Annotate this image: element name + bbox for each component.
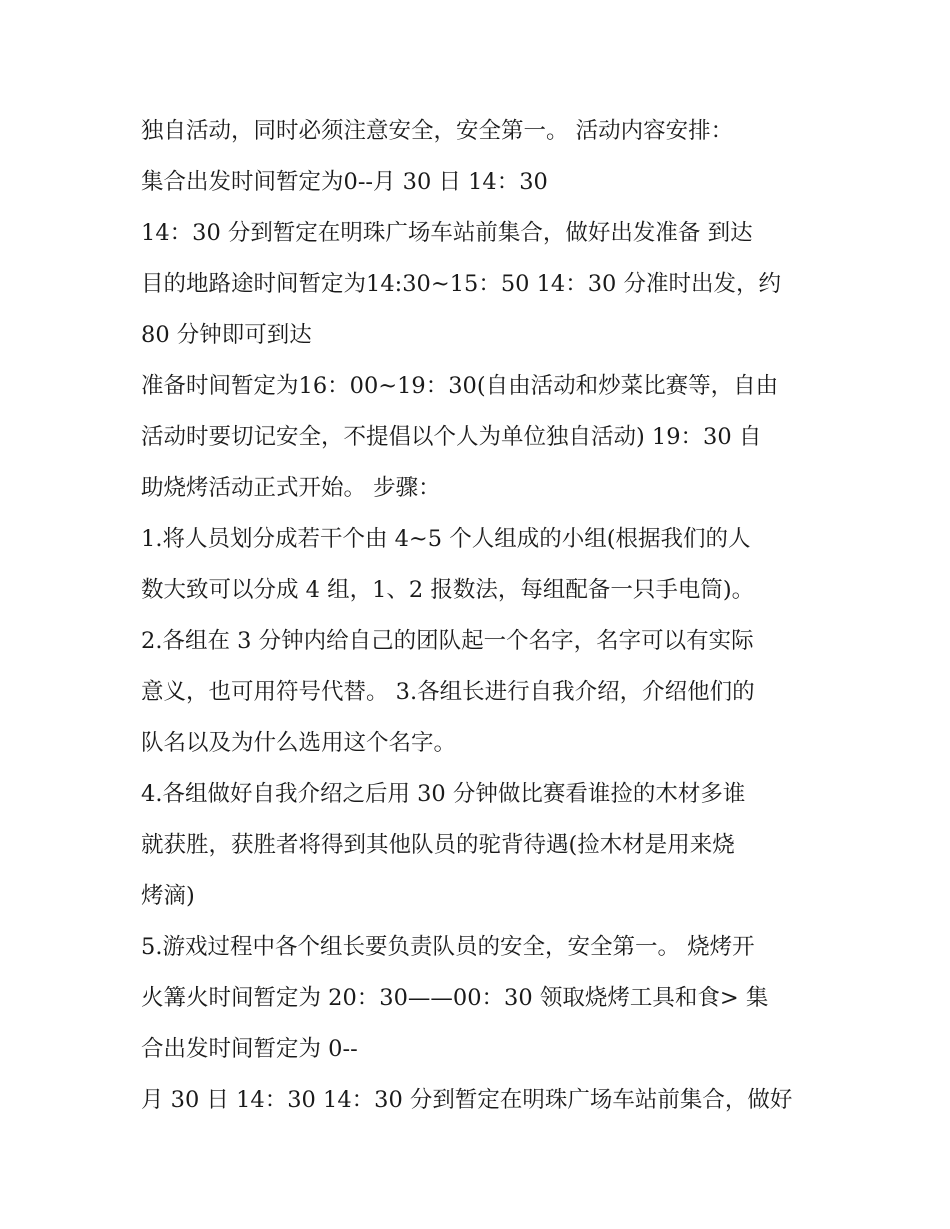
text-line: 独自活动，同时必须注意安全，安全第一。 活动内容安排： <box>141 118 734 144</box>
document-body <box>141 106 821 1126</box>
text-line: 助烧烤活动正式开始。 步骤： <box>141 475 441 501</box>
text-line: 队名以及为什么选用这个名字。 <box>141 730 457 756</box>
text-line: 准备时间暂定为16：00~19：30(自由活动和炒菜比赛等，自由 <box>141 373 779 399</box>
text-line: 5.游戏过程中各个组长要负责队员的安全，安全第一。 烧烤开 <box>141 934 755 960</box>
text-line: 数大致可以分成 4 组，1、2 报数法，每组配备一只手电筒)。 <box>141 577 755 603</box>
text-line: 活动时要切记安全，不提倡以个人为单位独自活动) 19：30 自 <box>141 424 762 450</box>
text-line: 就获胜，获胜者将得到其他队员的驼背待遇(捡木材是用来烧 <box>141 832 735 858</box>
text-line: 14：30 分到暂定在明珠广场车站前集合，做好出发准备 到达 <box>141 220 753 246</box>
text-line: 合出发时间暂定为 0-- <box>141 1036 358 1062</box>
text-line: 1.将人员划分成若干个由 4~5 个人组成的小组(根据我们的人 <box>141 526 751 552</box>
text-line: 意义，也可用符号代替。 3.各组长进行自我介绍，介绍他们的 <box>141 679 755 705</box>
text-line: 烤滴) <box>141 883 195 909</box>
text-line: 火篝火时间暂定为 20：30——00：30 领取烧烤工具和食> 集 <box>141 985 769 1011</box>
text-line: 2.各组在 3 分钟内给自己的团队起一个名字，名字可以有实际 <box>141 628 754 654</box>
text-line: 集合出发时间暂定为0--月 30 日 14：30 <box>141 169 548 195</box>
text-line: 4.各组做好自我介绍之后用 30 分钟做比赛看谁捡的木材多谁 <box>141 781 746 807</box>
text-line: 目的地路途时间暂定为14:30~15：50 14：30 分准时出发，约 <box>141 271 782 297</box>
text-line: 月 30 日 14：30 14：30 分到暂定在明珠广场车站前集合，做好 <box>141 1087 793 1113</box>
text-line: 80 分钟即可到达 <box>141 322 312 348</box>
